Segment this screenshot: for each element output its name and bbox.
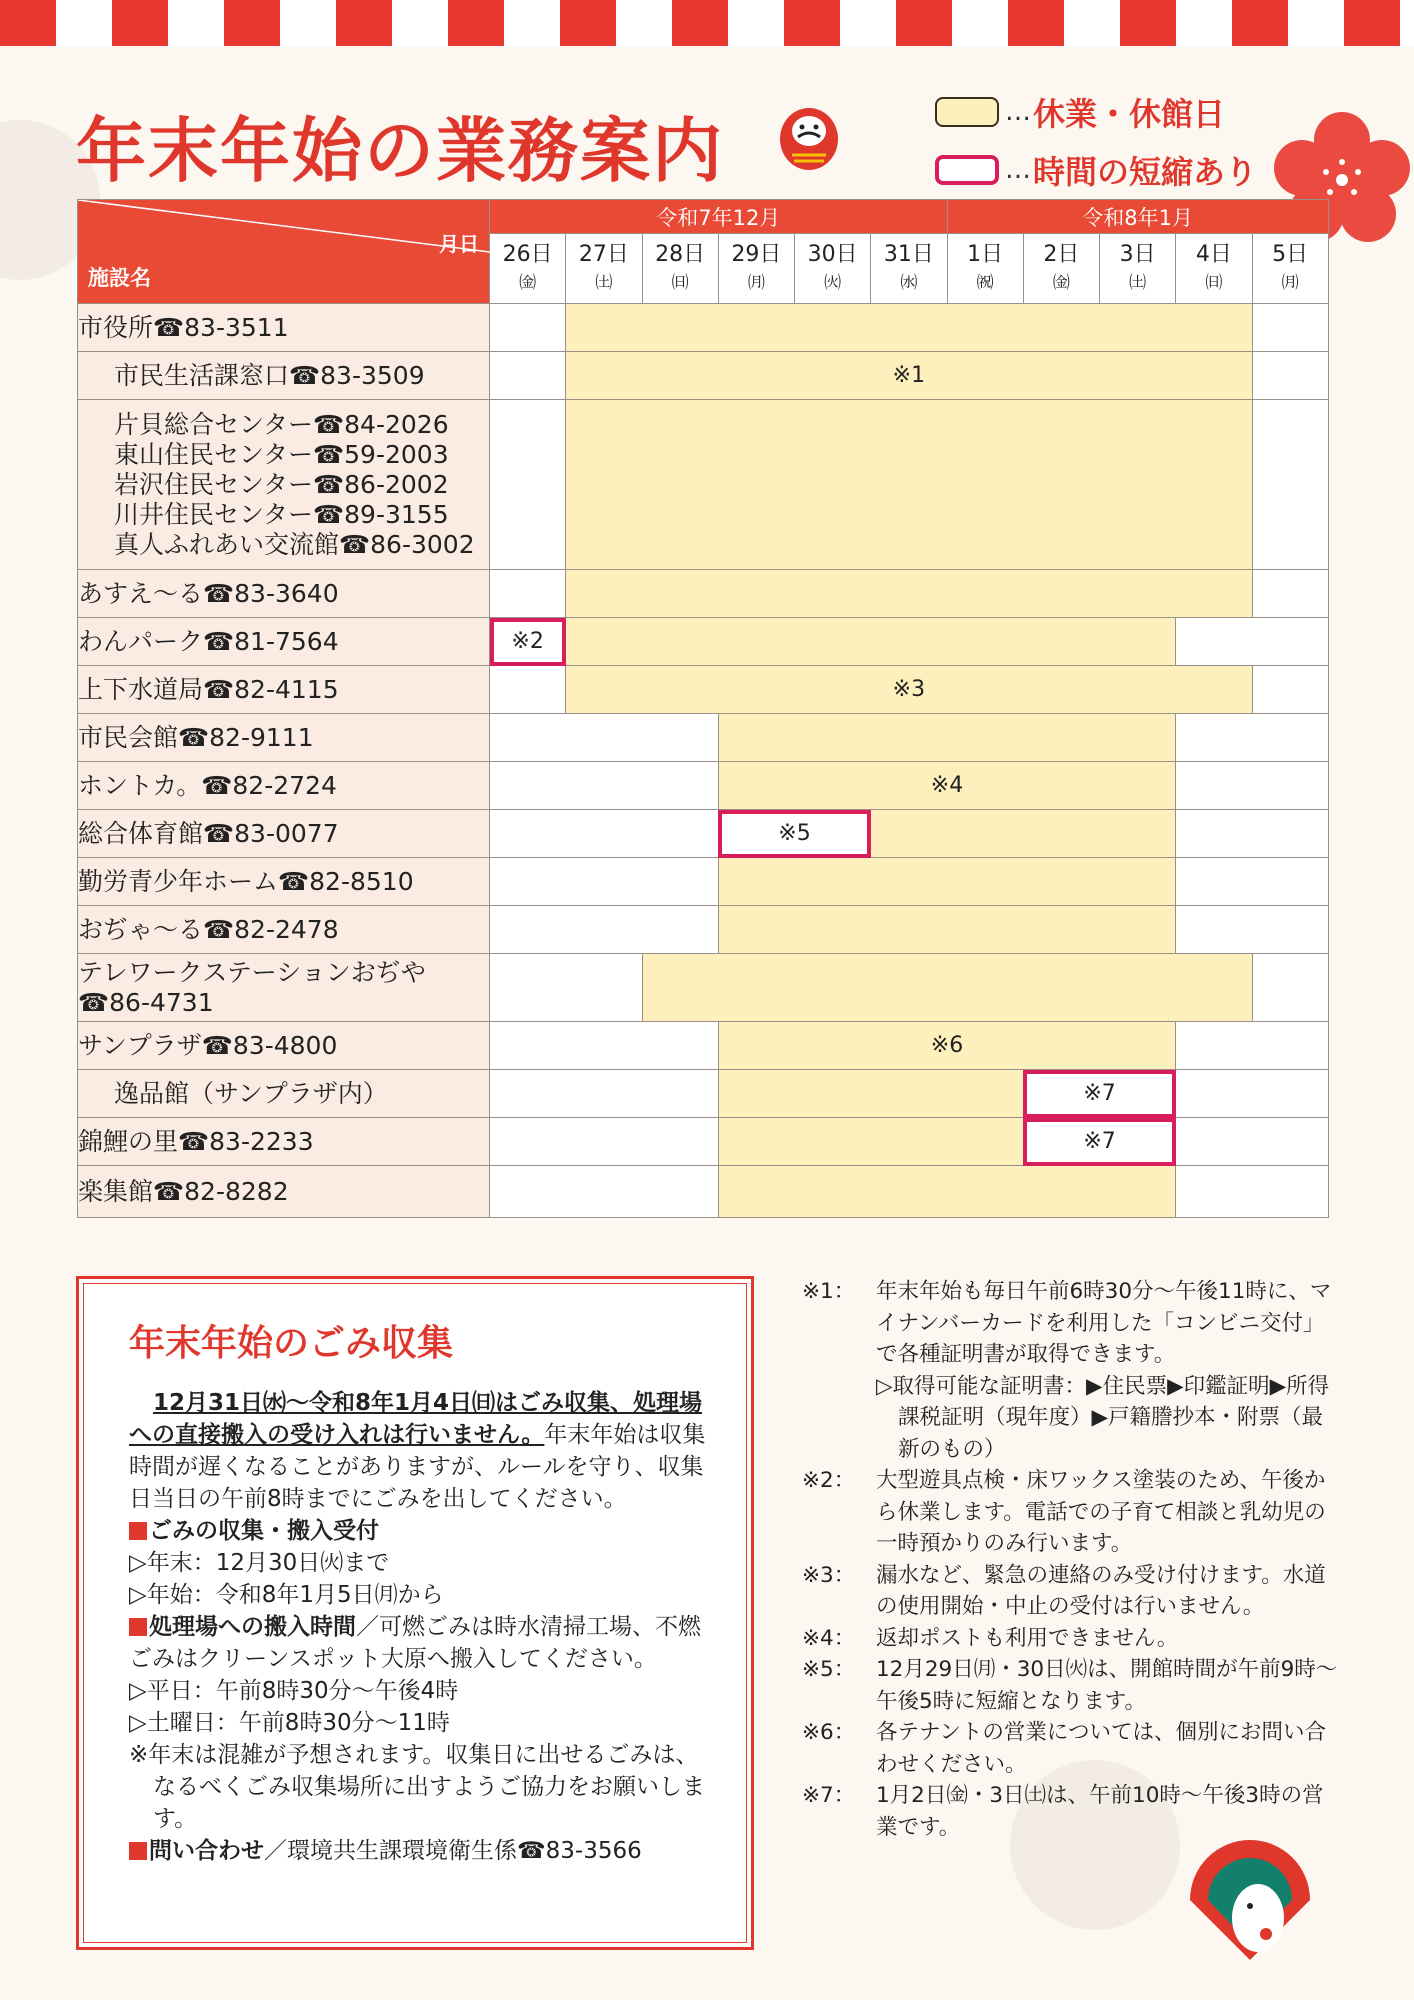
corner-facility-label: 施設名	[88, 266, 151, 290]
day-header	[1176, 234, 1252, 304]
open-cell	[490, 1022, 719, 1070]
day-header	[642, 234, 718, 304]
day-header	[1252, 234, 1328, 304]
weekday: ㈬	[900, 272, 918, 293]
day-number: 5日	[1272, 241, 1309, 267]
open-cell	[1252, 666, 1328, 714]
closed-cell	[718, 1118, 1023, 1166]
footnote-text	[876, 1465, 1342, 1560]
footnote-body: 各テナントの営業については、個別にお問い合わせください。	[876, 1720, 1326, 1777]
weekday: ㈪	[1281, 272, 1299, 293]
closed-cell: ※1	[566, 352, 1252, 400]
footnote-item	[802, 1654, 1342, 1717]
table-row	[78, 1166, 1329, 1218]
footnote-key: ※3：	[802, 1562, 856, 1588]
legend-shortened-label: 時間の短縮あり	[1033, 153, 1258, 191]
shortened-hours-cell: ※7	[1023, 1118, 1176, 1166]
open-cell	[1252, 304, 1328, 352]
day-number: 29日	[731, 241, 782, 267]
day-number: 3日	[1119, 241, 1156, 267]
legend	[935, 88, 1257, 204]
table-row	[78, 1070, 1329, 1118]
open-cell	[490, 810, 719, 858]
day-header	[795, 234, 871, 304]
closed-cell	[642, 954, 1252, 1022]
day-header	[490, 234, 566, 304]
footnote-key: ※2：	[802, 1468, 856, 1493]
open-cell	[490, 954, 643, 1022]
footnote-body: 返却ポストも利用できません。	[876, 1625, 1179, 1651]
month-header: 令和7年12月	[490, 200, 948, 234]
day-header	[871, 234, 947, 304]
facility-name: 片貝総合センター☎84-2026 東山住民センター☎59-2003 岩沢住民センター☎86-2002 川井住民センター☎89-3155 真人ふれあい交流館☎86-3002	[78, 400, 490, 570]
footnote-text	[876, 1717, 1342, 1780]
footnote-text	[876, 1276, 1342, 1465]
table-row	[78, 906, 1329, 954]
closed-cell	[718, 906, 1176, 954]
footnote-item	[802, 1465, 1342, 1560]
legend-shortened	[935, 146, 1257, 194]
open-cell	[1176, 810, 1329, 858]
open-cell	[1252, 352, 1328, 400]
day-number: 1日	[967, 241, 1004, 267]
garbage-saturday: ▷土曜日：午前8時30分～11時	[129, 1710, 450, 1736]
facility-name: わんパーク☎81-7564	[78, 618, 490, 666]
legend-closed-label: 休業・休館日	[1033, 95, 1226, 133]
weekday: ㈫	[824, 272, 842, 293]
footnote-text	[876, 1654, 1342, 1717]
day-header	[947, 234, 1023, 304]
closed-cell: ※6	[718, 1022, 1176, 1070]
footnote-text	[876, 1560, 1342, 1623]
closed-cell	[718, 858, 1176, 906]
garbage-weekday: ▷平日：午前8時30分～午後4時	[129, 1678, 459, 1704]
footnote-item	[802, 1276, 1342, 1465]
legend-shortened-swatch	[935, 155, 999, 185]
footnote-body: 年末年始も毎日午前6時30分～午後11時に、マイナンバーカードを利用した「コンビニ交付」で各種証明書が取得できます。	[876, 1279, 1332, 1367]
table-row	[78, 618, 1329, 666]
weekday: ㈷	[976, 272, 994, 293]
horse-fan-icon	[1180, 1840, 1320, 1965]
table-row	[78, 810, 1329, 858]
open-cell	[1176, 1118, 1329, 1166]
table-row	[78, 714, 1329, 762]
table-row	[78, 666, 1329, 714]
garbage-body	[129, 1387, 719, 1867]
legend-closed	[935, 88, 1257, 136]
footnote-item	[802, 1780, 1342, 1843]
garbage-title: 年末年始のごみ収集	[129, 1323, 454, 1364]
garbage-congestion-note: ※年末は混雑が予想されます。収集日に出せるごみは、なるべくごみ収集場所に出すようご協力をお願いします。	[129, 1742, 705, 1832]
shortened-hours-cell: ※7	[1023, 1070, 1176, 1118]
closed-cell	[871, 810, 1176, 858]
closed-cell	[718, 1166, 1176, 1218]
footnote-body: 12月29日㈪・30日㈫は、開館時間が午前9時～午後5時に短縮となります。	[876, 1657, 1338, 1714]
page-title: 年末年始の業務案内	[76, 110, 724, 192]
open-cell	[1176, 906, 1329, 954]
footnote-body: 漏水など、緊急の連絡のみ受け付けます。水道の使用開始・中止の受付は行いません。	[876, 1562, 1326, 1619]
facility-name: ホントカ。☎82-2724	[78, 762, 490, 810]
table-row	[78, 570, 1329, 618]
weekday: ㈯	[595, 272, 613, 293]
facility-name: 市役所☎83-3511	[78, 304, 490, 352]
open-cell	[490, 1070, 719, 1118]
day-number: 26日	[502, 241, 553, 267]
facility-name: おぢゃ～る☎82-2478	[78, 906, 490, 954]
open-cell	[1176, 762, 1329, 810]
garbage-intro-bold: 12月31日㈬～令和8年1月4日㈰はごみ収集、処理場への直接搬入の受け入れは行いません。	[129, 1390, 703, 1448]
closed-cell	[718, 1070, 1023, 1118]
facility-name: 市民生活課窓口☎83-3509	[78, 352, 490, 400]
weekday: ㈯	[1129, 272, 1147, 293]
day-number: 30日	[807, 241, 858, 267]
closed-cell: ※4	[718, 762, 1176, 810]
square-bullet-icon	[129, 1522, 147, 1540]
open-cell	[1176, 618, 1329, 666]
table-row	[78, 1022, 1329, 1070]
closed-cell	[566, 400, 1252, 570]
weekday: ㈰	[671, 272, 689, 293]
open-cell	[490, 762, 719, 810]
footnote-text	[876, 1780, 1342, 1843]
facility-name: 楽集館☎82-8282	[78, 1166, 490, 1218]
weekday: ㈪	[747, 272, 765, 293]
shortened-hours-cell: ※5	[718, 810, 871, 858]
footnote-body: 1月2日㈮・3日㈯は、午前10時～午後3時の営業です。	[876, 1783, 1324, 1840]
table-corner-header	[78, 200, 490, 304]
daruma-icon	[778, 103, 840, 171]
open-cell	[1252, 954, 1328, 1022]
open-cell	[490, 666, 566, 714]
footnote-key: ※7：	[802, 1783, 856, 1808]
open-cell	[1252, 570, 1328, 618]
open-cell	[1176, 1166, 1329, 1218]
footnote-item	[802, 1623, 1342, 1655]
top-stripe-banner	[0, 0, 1414, 46]
closed-cell	[566, 570, 1252, 618]
closed-cell	[566, 618, 1176, 666]
open-cell	[1176, 858, 1329, 906]
facility-name: 総合体育館☎83-0077	[78, 810, 490, 858]
open-cell	[1176, 1070, 1329, 1118]
day-number: 27日	[578, 241, 629, 267]
day-header	[1023, 234, 1099, 304]
facility-name: 錦鯉の里☎83-2233	[78, 1118, 490, 1166]
month-header: 令和8年1月	[947, 200, 1328, 234]
table-row	[78, 400, 1329, 570]
day-number: 4日	[1195, 241, 1232, 267]
table-row	[78, 352, 1329, 400]
closed-cell	[566, 304, 1252, 352]
open-cell	[490, 1166, 719, 1218]
open-cell	[1252, 400, 1328, 570]
facility-name: 勤労青少年ホーム☎82-8510	[78, 858, 490, 906]
table-row	[78, 304, 1329, 352]
footnote-sub: ▷取得可能な証明書：▶住民票▶印鑑証明▶所得課税証明（現年度）▶戸籍謄抄本・附票（最新のもの）	[876, 1373, 1330, 1462]
open-cell	[490, 304, 566, 352]
garbage-intro-rest: 年末年始は収集時間が遅くなることがありますが、ルールを守り、収集日当日の午前8時までにごみを出してください。	[129, 1422, 706, 1512]
legend-closed-swatch	[935, 97, 999, 127]
footnote-item	[802, 1560, 1342, 1623]
table-row	[78, 954, 1329, 1022]
footnote-key: ※4：	[802, 1625, 856, 1651]
open-cell	[490, 1118, 719, 1166]
day-header	[1100, 234, 1176, 304]
footnotes	[802, 1276, 1342, 1843]
footnote-body: 大型遊具点検・床ワックス塗装のため、午後から休業します。電話での子育て相談と乳幼児の一時預かりのみ行います。	[876, 1468, 1326, 1556]
open-cell	[490, 858, 719, 906]
open-cell	[490, 400, 566, 570]
facility-name: 上下水道局☎82-4115	[78, 666, 490, 714]
day-number: 2日	[1043, 241, 1080, 267]
square-bullet-icon	[129, 1842, 147, 1860]
open-cell	[490, 352, 566, 400]
day-number: 28日	[655, 241, 706, 267]
garbage-contact: 問い合わせ／環境共生課環境衛生係☎83-3566	[129, 1835, 719, 1867]
footnote-text	[876, 1623, 1342, 1655]
facility-name: 市民会館☎82-9111	[78, 714, 490, 762]
facility-name: あすえ～る☎83-3640	[78, 570, 490, 618]
weekday: ㈰	[1205, 272, 1223, 293]
day-header	[718, 234, 794, 304]
garbage-heading-collection: ごみの収集・搬入受付	[129, 1515, 719, 1547]
open-cell	[1176, 714, 1329, 762]
garbage-intro	[129, 1387, 719, 1515]
legend-dots: …	[1005, 97, 1031, 127]
facility-name: サンプラザ☎83-4800	[78, 1022, 490, 1070]
day-number: 31日	[883, 241, 934, 267]
weekday: ㈮	[1052, 272, 1070, 293]
shortened-hours-cell: ※2	[490, 618, 566, 666]
schedule-table	[77, 199, 1329, 1218]
footnote-key: ※6：	[802, 1720, 856, 1745]
facility-name: テレワークステーションおぢや ☎86-4731	[78, 954, 490, 1022]
garbage-collection-box	[76, 1276, 754, 1950]
footnote-key: ※5：	[802, 1657, 856, 1682]
facility-name: 逸品館（サンプラザ内）	[78, 1070, 490, 1118]
open-cell	[490, 570, 566, 618]
footnote-item	[802, 1717, 1342, 1780]
closed-cell: ※3	[566, 666, 1252, 714]
closed-cell	[718, 714, 1176, 762]
day-header	[566, 234, 642, 304]
weekday: ㈮	[519, 272, 537, 293]
garbage-heading-dropoff: 処理場への搬入時間／可燃ごみは時水清掃工場、不燃ごみはクリーンスポット大原へ搬入してください。	[129, 1614, 701, 1672]
table-row	[78, 1118, 1329, 1166]
open-cell	[490, 906, 719, 954]
table-row	[78, 762, 1329, 810]
open-cell	[1176, 1022, 1329, 1070]
footnote-key: ※1：	[802, 1279, 856, 1304]
legend-dots: …	[1005, 155, 1031, 185]
corner-date-label: 月日	[439, 232, 479, 256]
square-bullet-icon	[129, 1618, 147, 1636]
table-row	[78, 858, 1329, 906]
garbage-year-end: ▷年末：12月30日㈫まで	[129, 1550, 390, 1576]
open-cell	[490, 714, 719, 762]
garbage-new-year: ▷年始：令和8年1月5日㈪から	[129, 1582, 444, 1608]
